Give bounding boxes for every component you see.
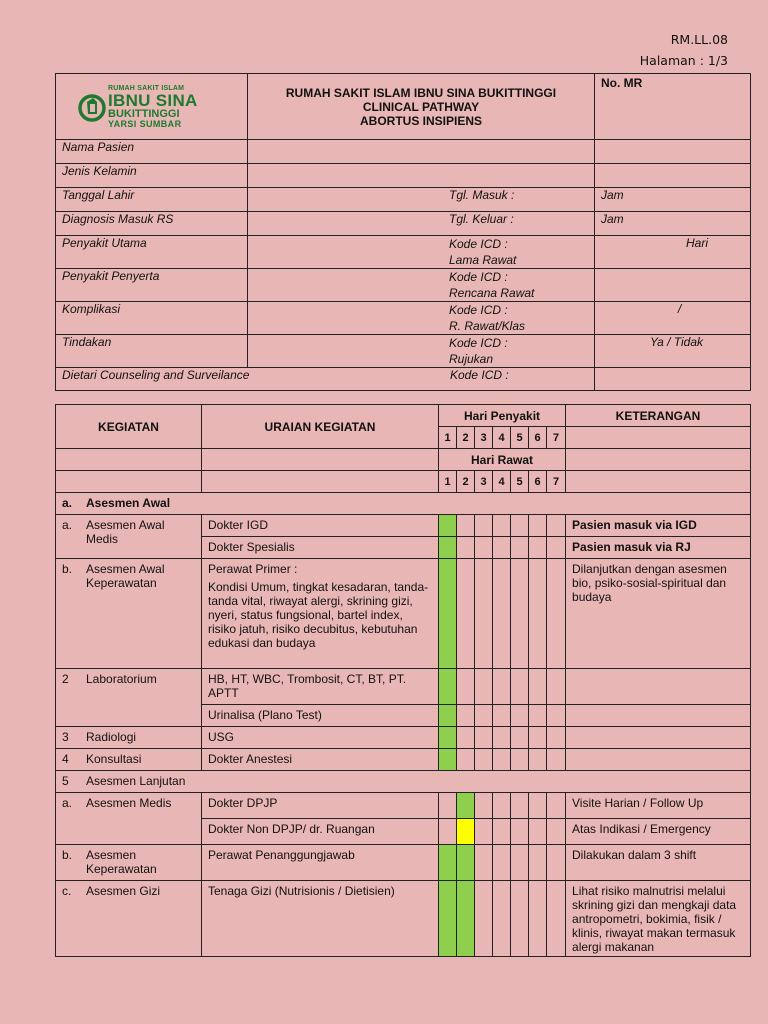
day-cell[interactable] bbox=[529, 845, 547, 881]
section-label: Asesmen Awal bbox=[86, 496, 171, 510]
day-cell[interactable] bbox=[511, 537, 529, 559]
day-1: 1 bbox=[439, 427, 457, 449]
hospital-logo bbox=[56, 85, 247, 129]
ket-blank bbox=[566, 749, 751, 771]
day-cell[interactable] bbox=[529, 727, 547, 749]
ket-keperawatan: Dilanjutkan dengan asesmen bio, psiko-sosial-spiritual dan budaya bbox=[566, 559, 751, 669]
day-cell[interactable] bbox=[547, 559, 566, 669]
day-cell[interactable] bbox=[493, 559, 511, 669]
day-cell[interactable] bbox=[475, 793, 493, 819]
kode-icd-label: Kode ICD : bbox=[449, 303, 508, 317]
day-4: 4 bbox=[493, 471, 511, 493]
day-cell-filled[interactable] bbox=[439, 705, 457, 727]
day-cell[interactable] bbox=[475, 669, 493, 705]
day-cell[interactable] bbox=[529, 819, 547, 845]
jam-masuk-label: Jam bbox=[595, 188, 751, 212]
day-cell[interactable] bbox=[475, 515, 493, 537]
day-cell[interactable] bbox=[547, 819, 566, 845]
dietari-row bbox=[56, 368, 595, 391]
row-number: a. bbox=[62, 518, 73, 532]
laboratorium bbox=[56, 669, 202, 727]
day-cell[interactable] bbox=[493, 749, 511, 771]
row-label: Konsultasi bbox=[86, 752, 142, 766]
day-cell[interactable] bbox=[475, 845, 493, 881]
row-label: Asesmen Keperawatan bbox=[86, 848, 157, 876]
day-cell[interactable] bbox=[547, 515, 566, 537]
title-diagnosis: ABORTUS INSIPIENS bbox=[359, 113, 482, 128]
uraian-dokter-non-dpjp: Dokter Non DPJP/ dr. Ruangan bbox=[202, 819, 439, 845]
row-number: 2 bbox=[62, 672, 69, 686]
uraian-dokter-igd: Dokter IGD bbox=[202, 515, 439, 537]
ruang-rawat-label: R. Rawat/Klas bbox=[449, 319, 526, 333]
form-title bbox=[248, 74, 595, 140]
rujukan-label: Rujukan bbox=[449, 352, 494, 366]
day-cell-filled[interactable] bbox=[439, 727, 457, 749]
jenis-kelamin-extra[interactable] bbox=[595, 164, 751, 188]
day-cell[interactable] bbox=[439, 819, 457, 845]
rencana-rawat-label: Rencana Rawat bbox=[449, 286, 535, 300]
document-code: RM.LL.08 bbox=[670, 32, 728, 47]
day-cell[interactable] bbox=[511, 705, 529, 727]
komplikasi-icd bbox=[248, 302, 595, 335]
row-label: Asesmen Awal Keperawatan bbox=[86, 562, 165, 590]
day-3: 3 bbox=[475, 427, 493, 449]
ket-indikasi: Atas Indikasi / Emergency bbox=[566, 819, 751, 845]
rujukan-options[interactable]: Ya / Tidak bbox=[595, 335, 751, 368]
section-asesmen-lanjutan bbox=[56, 771, 751, 793]
day-cell[interactable] bbox=[457, 727, 475, 749]
day-cell[interactable] bbox=[529, 705, 547, 727]
kode-icd-label: Kode ICD : bbox=[449, 270, 508, 284]
section-number: 5 bbox=[62, 774, 69, 788]
day-cell[interactable] bbox=[511, 793, 529, 819]
day-5: 5 bbox=[511, 427, 529, 449]
lama-rawat-label: Lama Rawat bbox=[449, 253, 517, 267]
page-number: Halaman : 1/3 bbox=[639, 53, 728, 68]
dietari-field[interactable] bbox=[595, 368, 751, 391]
col-keterangan: KETERANGAN bbox=[566, 405, 751, 427]
kode-icd-label: Kode ICD : bbox=[450, 368, 509, 382]
perawat-primer-label: Perawat Primer : bbox=[208, 562, 298, 576]
jenis-kelamin-field[interactable] bbox=[248, 164, 595, 188]
day-cell[interactable] bbox=[475, 559, 493, 669]
section-number: a. bbox=[62, 496, 73, 510]
day-cell-filled[interactable] bbox=[439, 515, 457, 537]
day-5: 5 bbox=[511, 471, 529, 493]
day-cell[interactable] bbox=[511, 819, 529, 845]
day-4: 4 bbox=[493, 427, 511, 449]
day-6: 6 bbox=[529, 471, 547, 493]
day-cell-filled[interactable] bbox=[457, 793, 475, 819]
ket-visite: Visite Harian / Follow Up bbox=[566, 793, 751, 819]
day-cell[interactable] bbox=[457, 559, 475, 669]
row-label: Asesmen Awal Medis bbox=[86, 518, 165, 546]
day-cell[interactable] bbox=[511, 845, 529, 881]
blank-cell bbox=[56, 449, 202, 471]
uraian-urinalisa: Urinalisa (Plano Test) bbox=[202, 705, 439, 727]
day-7: 7 bbox=[547, 471, 566, 493]
day-cell[interactable] bbox=[475, 537, 493, 559]
day-cell-filled[interactable] bbox=[457, 845, 475, 881]
day-cell[interactable] bbox=[547, 845, 566, 881]
logo-cell bbox=[56, 74, 248, 140]
diagnosis-masuk-label: Diagnosis Masuk RS bbox=[56, 212, 248, 236]
blank-cell bbox=[56, 471, 202, 493]
day-cell-filled[interactable] bbox=[439, 559, 457, 669]
day-cell[interactable] bbox=[493, 793, 511, 819]
day-cell[interactable] bbox=[493, 881, 511, 957]
day-cell[interactable] bbox=[493, 515, 511, 537]
uraian-tenaga-gizi: Tenaga Gizi (Nutrisionis / Dietisien) bbox=[202, 881, 439, 957]
day-cell[interactable] bbox=[511, 559, 529, 669]
uraian-dokter-spesialis: Dokter Spesialis bbox=[202, 537, 439, 559]
blank-cell bbox=[202, 471, 439, 493]
uraian-dokter-anestesi: Dokter Anestesi bbox=[202, 749, 439, 771]
jam-keluar-label: Jam bbox=[595, 212, 751, 236]
tgl-masuk-label: Tgl. Masuk : bbox=[248, 188, 595, 212]
section-label: Asesmen Lanjutan bbox=[86, 774, 186, 788]
tindakan-icd bbox=[248, 335, 595, 368]
row-number: 4 bbox=[62, 752, 69, 766]
blank-cell bbox=[566, 471, 751, 493]
day-cell[interactable] bbox=[475, 705, 493, 727]
asesmen-gizi bbox=[56, 881, 202, 957]
hospital-emblem-icon bbox=[78, 90, 106, 124]
day-cell[interactable] bbox=[493, 819, 511, 845]
perawat-primer-detail: Kondisi Umum, tingkat kesadaran, tanda-tanda vital, riwayat alergi, skrining gizi, nyeri, status fungsional, bartel index, risiko jatuh, risiko decubitus, kebutuhan edukasi dan budaya bbox=[208, 580, 429, 650]
logo-line1: RUMAH SAKIT ISLAM bbox=[108, 84, 185, 92]
day-cell[interactable] bbox=[475, 749, 493, 771]
asesmen-awal-medis bbox=[56, 515, 202, 559]
row-number: 3 bbox=[62, 730, 69, 744]
no-mr-label: No. MR bbox=[601, 76, 643, 90]
day-cell[interactable] bbox=[457, 537, 475, 559]
ket-gizi: Lihat risiko malnutrisi melalui skrining gizi dan mengkaji data antropometri, bokimia, fisik / klinis, riwayat makan termasuk alergi makanan bbox=[566, 881, 751, 957]
uraian-lab-darah: HB, HT, WBC, Trombosit, CT, BT, PT. APTT bbox=[202, 669, 439, 705]
day-cell[interactable] bbox=[547, 749, 566, 771]
day-cell[interactable] bbox=[457, 705, 475, 727]
blank-cell bbox=[202, 449, 439, 471]
ket-shift: Dilakukan dalam 3 shift bbox=[566, 845, 751, 881]
rencana-rawat-field[interactable] bbox=[595, 269, 751, 302]
asesmen-medis bbox=[56, 793, 202, 845]
col-uraian: URAIAN KEGIATAN bbox=[202, 405, 439, 449]
komplikasi-label: Komplikasi bbox=[56, 302, 248, 335]
ket-blank bbox=[566, 705, 751, 727]
kode-icd-label: Kode ICD : bbox=[449, 237, 508, 251]
row-number: a. bbox=[62, 796, 73, 810]
col-hari-rawat: Hari Rawat bbox=[439, 449, 566, 471]
section-asesmen-awal bbox=[56, 493, 751, 515]
tindakan-label: Tindakan bbox=[56, 335, 248, 368]
day-cell[interactable] bbox=[475, 727, 493, 749]
title-pathway: CLINICAL PATHWAY bbox=[362, 99, 480, 114]
day-2: 2 bbox=[457, 471, 475, 493]
col-hari-penyakit: Hari Penyakit bbox=[439, 405, 566, 427]
day-cell-filled[interactable] bbox=[439, 669, 457, 705]
day-cell[interactable] bbox=[493, 537, 511, 559]
day-cell[interactable] bbox=[547, 705, 566, 727]
day-3: 3 bbox=[475, 471, 493, 493]
penyakit-penyerta-label: Penyakit Penyerta bbox=[56, 269, 248, 302]
day-cell[interactable] bbox=[547, 669, 566, 705]
day-cell[interactable] bbox=[457, 669, 475, 705]
row-number: c. bbox=[62, 884, 72, 898]
activity-table bbox=[55, 404, 751, 957]
day-cell[interactable] bbox=[493, 669, 511, 705]
day-cell[interactable] bbox=[529, 669, 547, 705]
day-cell[interactable] bbox=[547, 537, 566, 559]
day-cell[interactable] bbox=[439, 793, 457, 819]
konsultasi bbox=[56, 749, 202, 771]
day-cell[interactable] bbox=[529, 749, 547, 771]
day-cell[interactable] bbox=[457, 515, 475, 537]
day-cell[interactable] bbox=[457, 749, 475, 771]
day-cell[interactable] bbox=[529, 537, 547, 559]
penyakit-penyerta-icd bbox=[248, 269, 595, 302]
penyakit-utama-label: Penyakit Utama bbox=[56, 236, 248, 269]
hari-label: Hari bbox=[595, 236, 751, 269]
day-cell[interactable] bbox=[529, 559, 547, 669]
day-cell[interactable] bbox=[493, 845, 511, 881]
blank-cell bbox=[566, 449, 751, 471]
day-cell-filled[interactable] bbox=[439, 845, 457, 881]
ruang-rawat-separator: / bbox=[595, 302, 751, 335]
day-cell[interactable] bbox=[511, 669, 529, 705]
row-label: Radiologi bbox=[86, 730, 137, 744]
ket-blank bbox=[566, 727, 751, 749]
uraian-perawat-primer bbox=[202, 559, 439, 669]
nama-pasien-extra[interactable] bbox=[595, 140, 751, 164]
dietari-label: Dietari Counseling and Surveilance bbox=[62, 368, 250, 382]
day-cell-conditional[interactable] bbox=[457, 819, 475, 845]
day-cell[interactable] bbox=[511, 515, 529, 537]
kode-icd-label: Kode ICD : bbox=[449, 336, 508, 350]
ket-rj: Pasien masuk via RJ bbox=[566, 537, 751, 559]
row-number: b. bbox=[62, 848, 73, 862]
day-cell-filled[interactable] bbox=[439, 881, 457, 957]
penyakit-utama-icd bbox=[248, 236, 595, 269]
nama-pasien-label: Nama Pasien bbox=[56, 140, 248, 164]
col-kegiatan: KEGIATAN bbox=[56, 405, 202, 449]
no-mr-cell bbox=[595, 74, 751, 140]
uraian-perawat-pj: Perawat Penanggungjawab bbox=[202, 845, 439, 881]
tanggal-lahir-label: Tanggal Lahir bbox=[56, 188, 248, 212]
day-cell[interactable] bbox=[547, 727, 566, 749]
tgl-keluar-label: Tgl. Keluar : bbox=[248, 212, 595, 236]
day-cell-filled[interactable] bbox=[439, 749, 457, 771]
logo-line3: BUKITTINGGI bbox=[108, 107, 180, 120]
jenis-kelamin-label: Jenis Kelamin bbox=[56, 164, 248, 188]
day-cell[interactable] bbox=[493, 727, 511, 749]
uraian-dokter-dpjp: Dokter DPJP bbox=[202, 793, 439, 819]
title-hospital: RUMAH SAKIT ISLAM IBNU SINA BUKITTINGGI bbox=[285, 85, 557, 100]
asesmen-awal-keperawatan bbox=[56, 559, 202, 669]
day-cell[interactable] bbox=[547, 793, 566, 819]
day-6: 6 bbox=[529, 427, 547, 449]
day-cell[interactable] bbox=[529, 881, 547, 957]
ket-igd: Pasien masuk via IGD bbox=[566, 515, 751, 537]
day-cell[interactable] bbox=[547, 881, 566, 957]
day-7: 7 bbox=[547, 427, 566, 449]
row-number: b. bbox=[62, 562, 73, 576]
day-cell[interactable] bbox=[529, 515, 547, 537]
row-label: Asesmen Medis bbox=[86, 796, 172, 810]
ket-blank bbox=[566, 669, 751, 705]
day-cell[interactable] bbox=[529, 793, 547, 819]
keterangan-blank bbox=[566, 427, 751, 449]
row-label: Asesmen Gizi bbox=[86, 884, 161, 898]
day-cell[interactable] bbox=[475, 881, 493, 957]
patient-info-table bbox=[55, 73, 751, 391]
day-cell[interactable] bbox=[475, 819, 493, 845]
nama-pasien-field[interactable] bbox=[248, 140, 595, 164]
day-1: 1 bbox=[439, 471, 457, 493]
logo-line2: IBNU SINA bbox=[108, 90, 198, 110]
day-cell[interactable] bbox=[511, 881, 529, 957]
day-cell[interactable] bbox=[493, 705, 511, 727]
day-2: 2 bbox=[457, 427, 475, 449]
day-cell[interactable] bbox=[511, 749, 529, 771]
radiologi bbox=[56, 727, 202, 749]
day-cell[interactable] bbox=[511, 727, 529, 749]
day-cell-filled[interactable] bbox=[457, 881, 475, 957]
uraian-usg: USG bbox=[202, 727, 439, 749]
day-cell-filled[interactable] bbox=[439, 537, 457, 559]
row-label: Laboratorium bbox=[86, 672, 157, 686]
logo-line4: YARSI SUMBAR bbox=[108, 118, 182, 129]
asesmen-keperawatan bbox=[56, 845, 202, 881]
